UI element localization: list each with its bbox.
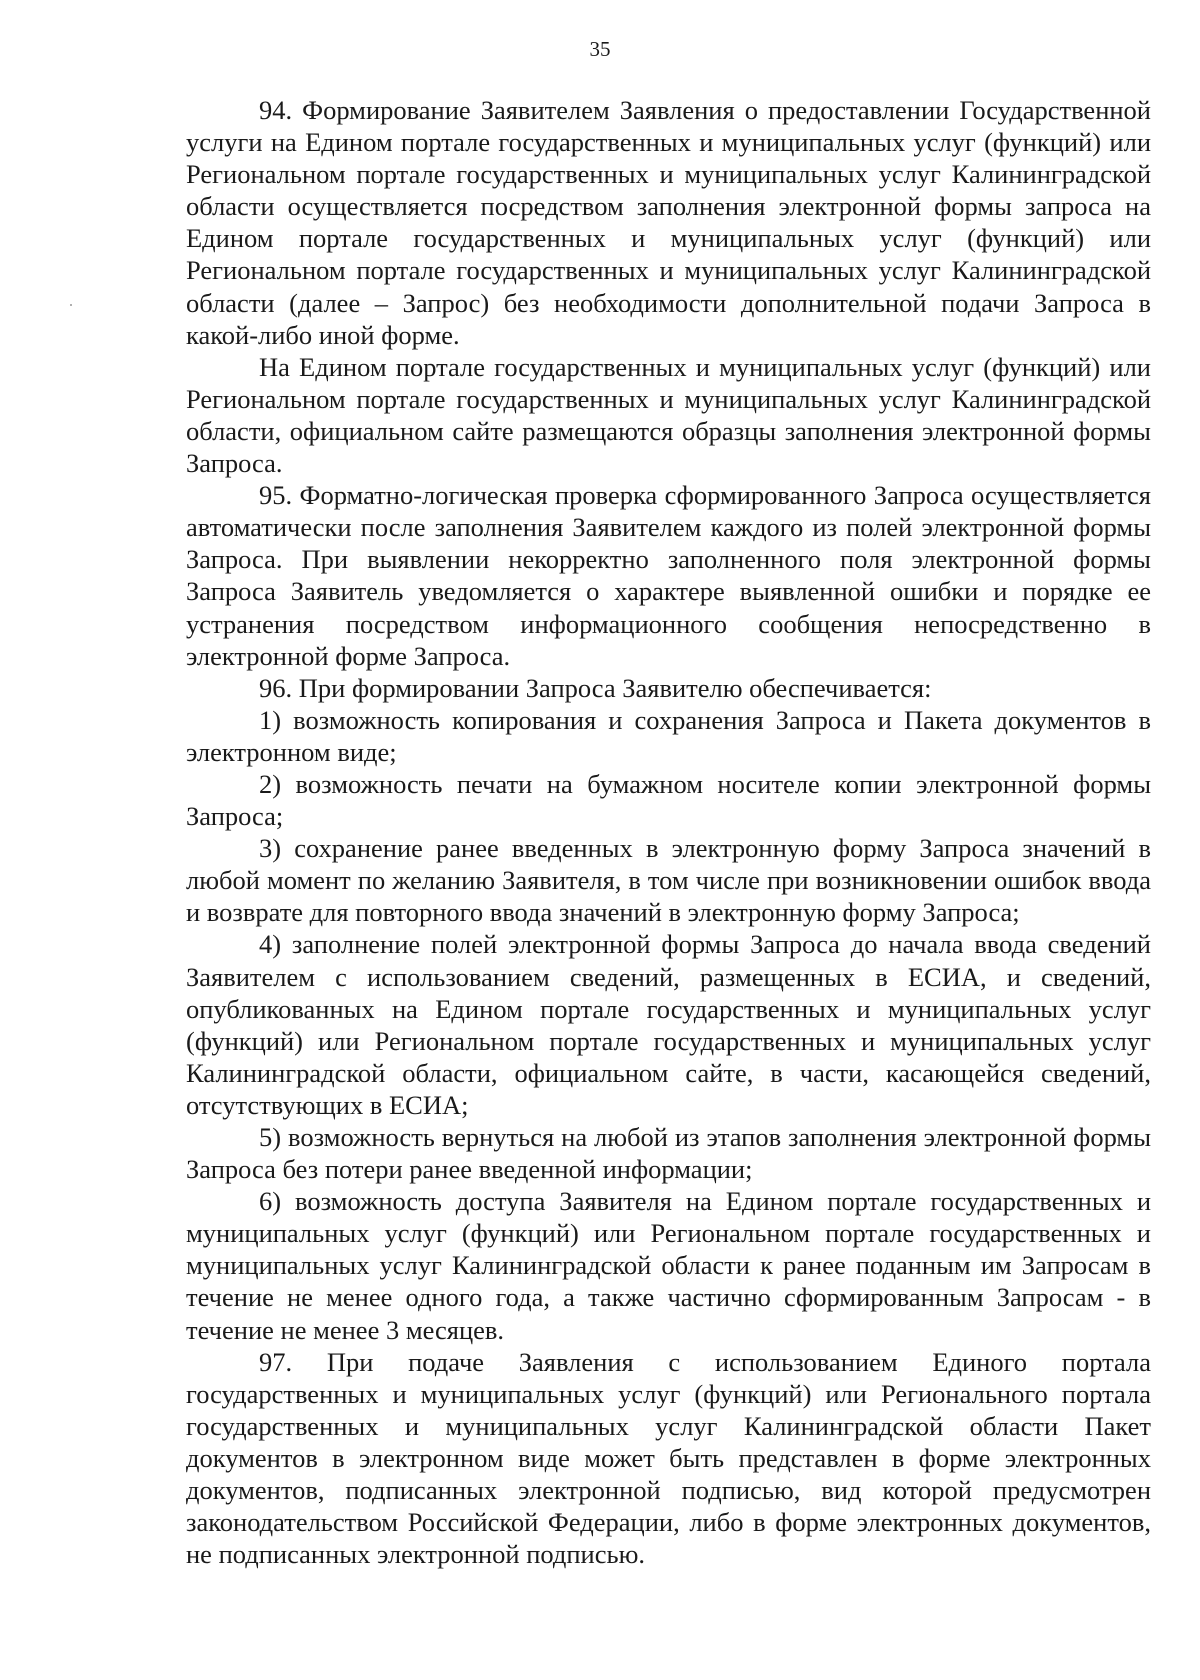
list-item-1: 1) возможность копирования и сохранения Запроса и Пакета документов в электронном виде; — [186, 704, 1151, 767]
paragraph-96: 96. При формировании Запроса Заявителю обеспечивается: — [259, 672, 932, 703]
list-item-4: 4) заполнение полей электронной формы Запроса до начала ввода сведений Заявителем с использованием сведений, размещенных в ЕСИА, и сведений, опубликованных на Едином портале государственных и муниципальных услуг (функций) или Региональном портале государственных и муниципальных услуг Калининградской области, официальном сайте, в части, касающейся сведений, отсутствующих в ЕСИА; — [186, 929, 1151, 1120]
paragraph-97: 97. При подаче Заявления с использованием Единого портала государственных и муниципальных услуг (функций) или Регионального портала государственных и муниципальных услуг Калининградской области Пакет документов в электронном виде может быть представлен в форме электронных документов, подписанных электронной подписью, вид которой предусмотрен законодательством Российской Федерации, либо в форме электронных документов, не подписанных электронной подписью. — [186, 1346, 1151, 1570]
list-item-3: 3) сохранение ранее введенных в электронную форму Запроса значений в любой момент по желанию Заявителя, в том числе при возникновении ошибок ввода и возврате для повторного ввода значений в электронную форму Запроса; — [186, 833, 1151, 928]
paragraph-95: 95. Форматно-логическая проверка сформированного Запроса осуществляется автоматически после заполнения Заявителем каждого из полей электронной формы Запроса. При выявлении некорректно заполненного поля электронной формы Запроса Заявитель уведомляется о характере выявленной ошибки и порядке ее устранения посредством информационного сообщения непосредственно в электронной форме Запроса. — [186, 480, 1151, 671]
page-number: 35 — [589, 37, 611, 61]
document-body — [186, 94, 1151, 1570]
paragraph-94-samples: На Едином портале государственных и муниципальных услуг (функций) или Региональном портале государственных и муниципальных услуг Калининградской области, официальном сайте размещаются образцы заполнения электронной формы Запроса. — [186, 351, 1151, 479]
paragraph-94: 94. Формирование Заявителем Заявления о предоставлении Государственной услуги на Едином портале государственных и муниципальных услуг (функций) или Региональном портале государственных и муниципальных услуг Калининградской области осуществляется посредством заполнения электронной формы запроса на Едином портале государственных и муниципальных услуг (функций) или Региональном портале государственных и муниципальных услуг Калининградской области (далее – Запрос) без необходимости дополнительной подачи Запроса в какой-либо иной форме. — [186, 95, 1151, 350]
list-item-5: 5) возможность вернуться на любой из этапов заполнения электронной формы Запроса без потери ранее введенной информации; — [186, 1122, 1151, 1185]
list-item-2: 2) возможность печати на бумажном носителе копии электронной формы Запроса; — [186, 768, 1151, 832]
list-item-6: 6) возможность доступа Заявителя на Едином портале государственных и муниципальных услуг (функций) или Региональном портале государственных и муниципальных услуг Калининградской области к ранее поданным им Запросам в течение не менее одного года, а также частично сформированным Запросам - в течение не менее 3 месяцев. — [186, 1186, 1151, 1345]
scan-mark — [70, 304, 72, 306]
